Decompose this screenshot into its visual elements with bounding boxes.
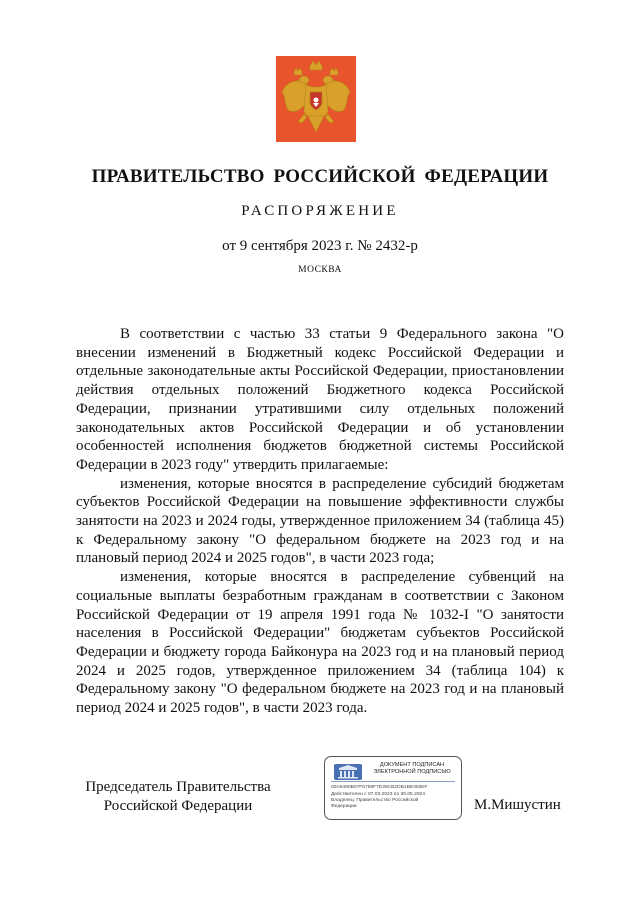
document-type: РАСПОРЯЖЕНИЕ <box>241 203 399 219</box>
document-city: МОСКВА <box>298 265 342 275</box>
government-title: ПРАВИТЕЛЬСТВО РОССИЙСКОЙ ФЕДЕРАЦИИ <box>91 166 549 187</box>
stamp-owner-line1: Владелец: Правительство Российской <box>331 798 419 803</box>
stamp-divider <box>331 781 455 782</box>
paragraph-preamble: В соответствии с частью 33 статьи 9 Федерального закона "О внесении изменений в Бюджетный кодекс Российской Федерации и отдельные законодательные акты Российской Федерации, приостановлении действия отдельных положений Бюджетного кодекса Российской Федерации, признании утратившими силу отдельных положений законодательных актов Российской Федерации и об установлении особенностей исполнения бюджетов бюджетной системы Российской Федерации в 2023 году" утвердить прилагаемые: <box>76 326 564 473</box>
stamp-certificate: 00A5490B07F6759F7E39CB2DB1BE303EF <box>331 785 428 790</box>
paragraph-subventions: изменения, которые вносятся в распределение субвенций на социальные выплаты безработным гражданам в соответствии с Законом Российской Федерации от 19 апреля 1991 года № 1032-I "О занятости населения в Российской Федерации" бюджетам субъектов Российской Федерации и бюджету города Байконура на 2023 год и на плановый период 2024 и 2025 годов, утвержденное приложением 34 (таблица 104) к Федеральному закону "О федеральном бюджете на 2023 год и на плановый период 2024 и 2025 годов", в части 2023 года. <box>76 569 564 717</box>
coat-of-arms-icon <box>276 56 356 142</box>
stamp-title-line1: ДОКУМЕНТ ПОДПИСАН <box>379 762 445 768</box>
stamp-title-line2: ЭЛЕКТРОННОЙ ПОДПИСЬЮ <box>373 769 451 775</box>
signer-position <box>78 778 278 816</box>
document-body <box>76 325 564 718</box>
signer-position-line1: Председатель Правительства <box>85 779 271 795</box>
building-icon <box>333 763 363 781</box>
document-date: от 9 сентября 2023 г. № 2432-р <box>222 238 418 254</box>
stamp-title <box>365 762 459 776</box>
stamp-valid-period: Действителен с 07.03.2023 по 30.05.2024 <box>331 792 425 797</box>
stamp-owner-line2: Федерации <box>331 804 357 809</box>
signer-name: М.Мишустин <box>474 797 561 813</box>
electronic-signature-stamp <box>324 756 462 820</box>
signer-position-line2: Российской Федерации <box>103 798 253 814</box>
paragraph-subsidies: изменения, которые вносятся в распределение субсидий бюджетам субъектов Российской Федерации на повышение эффективности службы занятости на 2023 и 2024 годы, утвержденное приложением 34 (таблица 45) к Федеральному закону "О федеральном бюджете на 2023 год и на плановый период 2024 и 2025 годов", в части 2023 года; <box>76 475 564 567</box>
